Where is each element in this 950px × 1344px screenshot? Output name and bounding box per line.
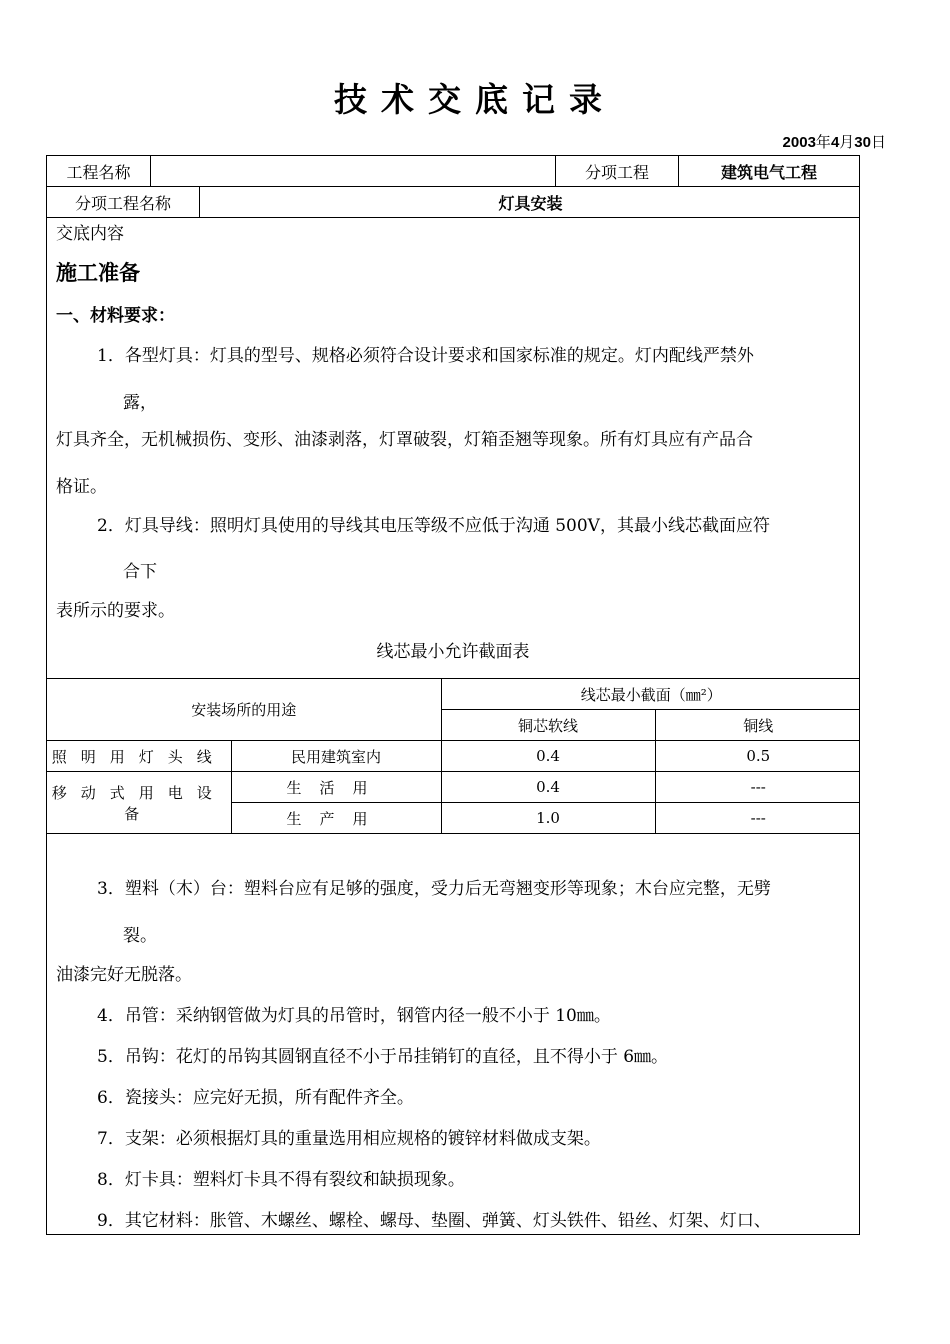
item-3-line-2: 裂。 bbox=[123, 926, 157, 946]
date-day-unit: 日 bbox=[870, 133, 886, 151]
col-header-cu-soft: 铜芯软线 bbox=[441, 710, 655, 741]
division-value: 建筑电气工程 bbox=[678, 156, 860, 187]
subitem-value: 灯具安装 bbox=[199, 187, 860, 218]
item-8: 8．灯卡具：塑料灯卡具不得有裂纹和缺损现象。 bbox=[97, 1170, 465, 1190]
item-4: 4．吊管：采纳钢管做为灯具的吊管时，钢管内径一般不小于 10㎜。 bbox=[97, 1006, 611, 1026]
item-2-line-2: 合下 bbox=[123, 562, 157, 582]
document-title: 技术交底记录 bbox=[334, 80, 616, 119]
row-place: 生活用 bbox=[231, 772, 441, 803]
document-date bbox=[783, 131, 886, 152]
date-year-unit: 年 bbox=[815, 133, 831, 151]
item-2-continuation: 表所示的要求。 bbox=[56, 601, 175, 621]
item-3-line-1: 3．塑料（木）台：塑料台应有足够的强度，受力后无弯翘变形等现象；木台应完整，无劈 bbox=[97, 879, 771, 899]
item-9: 9．其它材料：胀管、木螺丝、螺栓、螺母、垫圈、弹簧、灯头铁件、铅丝、灯架、灯口、 bbox=[97, 1211, 771, 1231]
min-cross-section-table bbox=[47, 678, 860, 834]
table-row bbox=[47, 741, 860, 772]
subitem-label: 分项工程名称 bbox=[47, 187, 199, 218]
section-title: 施工准备 bbox=[56, 261, 140, 285]
project-name-label: 工程名称 bbox=[47, 156, 150, 187]
row-place: 民用建筑室内 bbox=[231, 741, 441, 772]
row-cu-soft: 0.4 bbox=[441, 741, 655, 772]
row-cu: --- bbox=[655, 803, 860, 834]
item-7: 7．支架：必须根据灯具的重量选用相应规格的镀锌材料做成支架。 bbox=[97, 1129, 601, 1149]
col-header-cu: 铜线 bbox=[655, 710, 860, 741]
row-cu-soft: 0.4 bbox=[441, 772, 655, 803]
row-cu: 0.5 bbox=[655, 741, 860, 772]
item-2-line-1: 2．灯具导线：照明灯具使用的导线其电压等级不应低于沟通 500V，其最小线芯截面应符 bbox=[97, 516, 770, 536]
row-group-lighting: 照明用灯头线 bbox=[47, 741, 231, 772]
content-label: 交底内容 bbox=[56, 224, 124, 244]
date-year: 2003 bbox=[782, 134, 816, 151]
row-cu: --- bbox=[655, 772, 860, 803]
item-1-line-1: 1．各型灯具：灯具的型号、规格必须符合设计要求和国家标准的规定。灯内配线严禁外 bbox=[97, 346, 754, 366]
item-1-line-2: 露， bbox=[123, 393, 157, 413]
item-5: 5．吊钩：花灯的吊钩其圆钢直径不小于吊挂销钉的直径，且不得小于 6㎜。 bbox=[97, 1047, 669, 1067]
date-month: 4 bbox=[830, 134, 840, 151]
row-place: 生产用 bbox=[231, 803, 441, 834]
col-header-min-section: 线芯最小截面（㎜²） bbox=[441, 679, 860, 710]
item-1-continuation-1: 灯具齐全，无机械损伤、变形、油漆剥落，灯罩破裂，灯箱歪翘等现象。所有灯具应有产品合 bbox=[56, 430, 753, 450]
date-month-unit: 月 bbox=[839, 133, 855, 151]
table-caption: 线芯最小允许截面表 bbox=[376, 642, 530, 662]
row-cu-soft: 1.0 bbox=[441, 803, 655, 834]
date-day: 30 bbox=[854, 134, 871, 151]
row-group-mobile: 移动式用电设备 bbox=[47, 772, 231, 834]
item-1-continuation-2: 格证。 bbox=[56, 477, 107, 497]
item-6: 6．瓷接头：应完好无损，所有配件齐全。 bbox=[97, 1088, 414, 1108]
project-name-value bbox=[150, 156, 555, 187]
division-label: 分项工程 bbox=[555, 156, 678, 187]
record-form bbox=[46, 155, 860, 1235]
col-header-use: 安装场所的用途 bbox=[47, 679, 441, 741]
item-3-continuation: 油漆完好无脱落。 bbox=[56, 965, 192, 985]
table-row bbox=[47, 772, 860, 803]
subsection-title: 一、材料要求： bbox=[56, 306, 175, 326]
